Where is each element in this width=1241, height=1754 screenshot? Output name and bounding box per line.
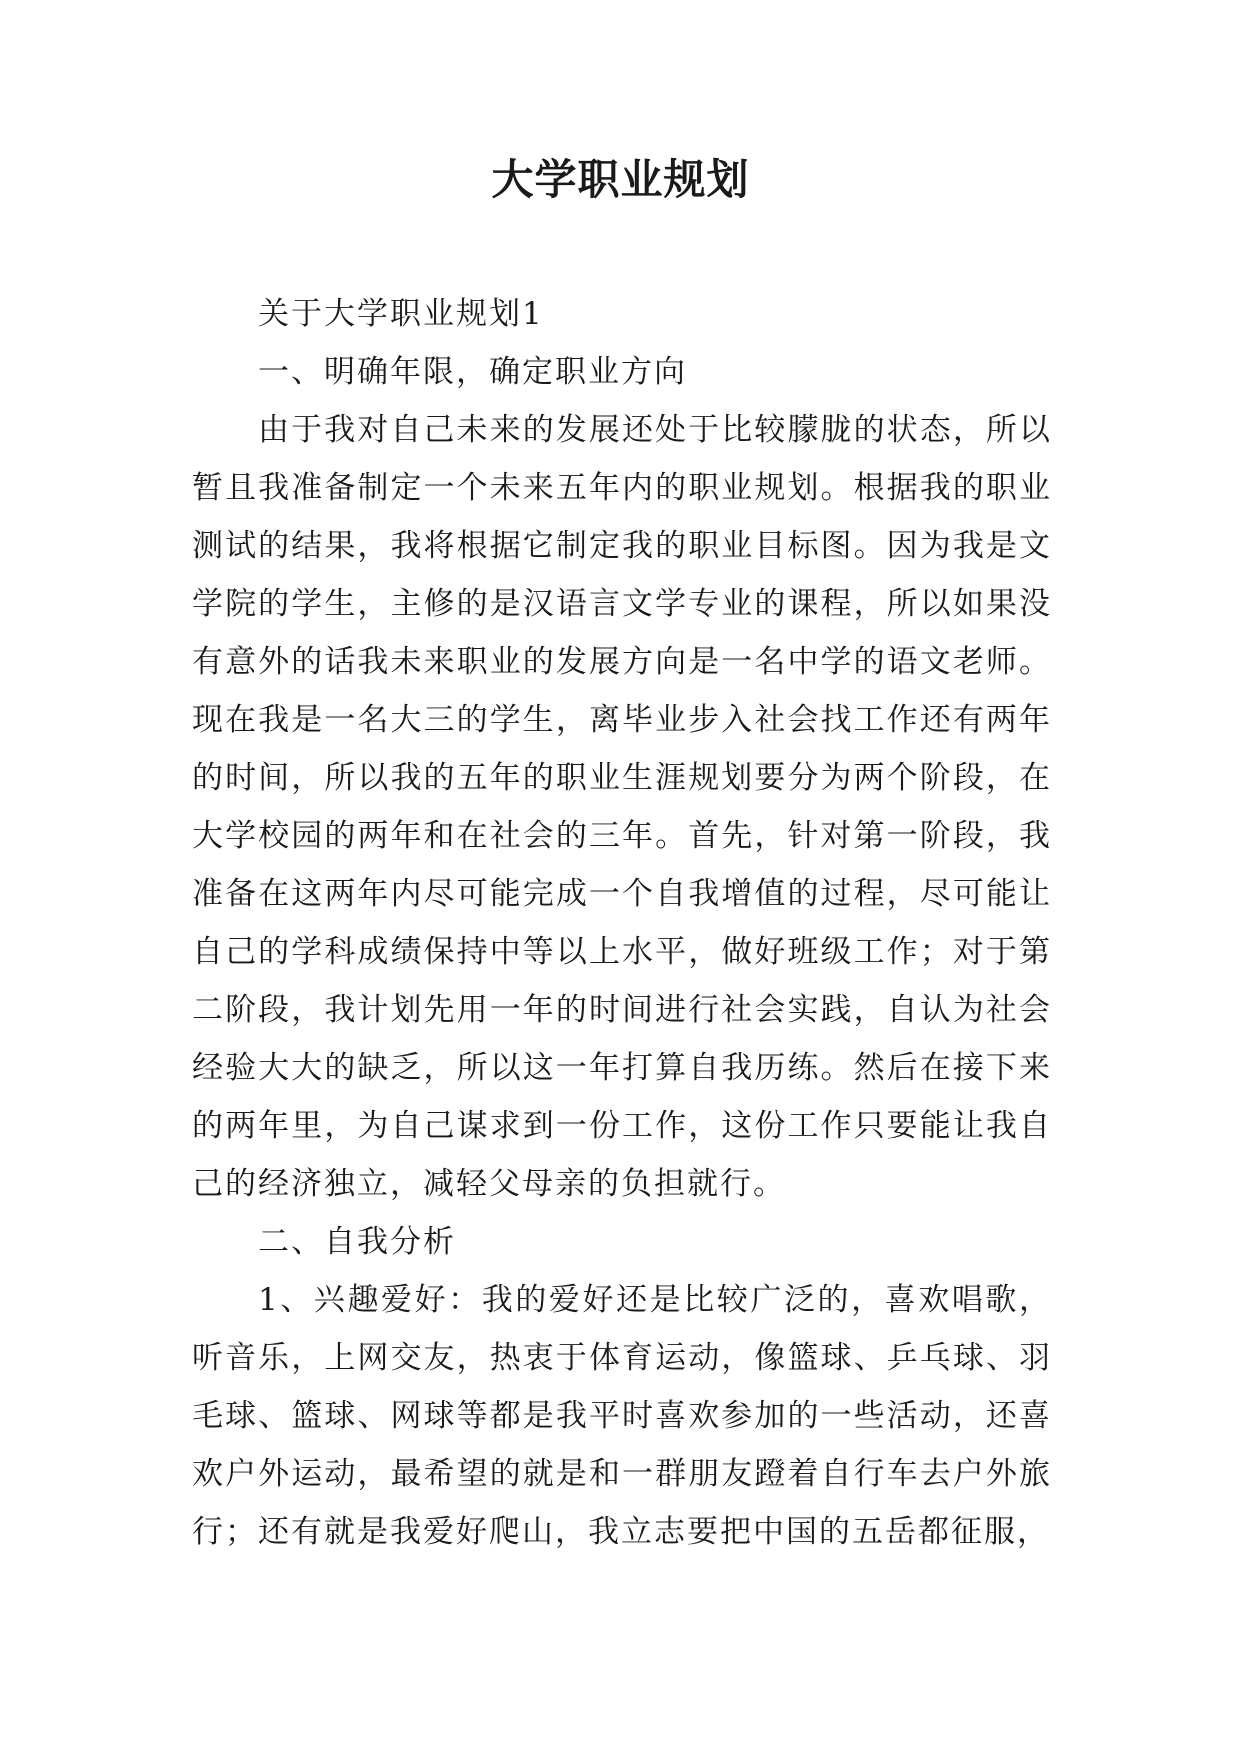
body-paragraph: 1、兴趣爱好：我的爱好还是比较广泛的，喜欢唱歌，听音乐，上网交友，热衷于体育运动，像篮球、乒乓球、羽毛球、篮球、网球等都是我平时喜欢参加的一些活动，还喜欢户外运动，最希望的就是和一群朋友蹬着自行车去户外旅行；还有就是我爱好爬山，我立志要把中国的五岳都征服，: [192, 1282, 1052, 1550]
body-paragraph: 由于我对自己未来的发展还处于比较朦胧的状态，所以暂且我准备制定一个未来五年内的职业规划。根据我的职业测试的结果，我将根据它制定我的职业目标图。因为我是文学院的学生，主修的是汉语言文学专业的课程，所以如果没有意外的话我未来职业的发展方向是一名中学的语文老师。现在我是一名大三的学生，离毕业步入社会找工作还有两年的时间，所以我的五年的职业生涯规划要分为两个阶段，在大学校园的两年和在社会的三年。首先，针对第一阶段，我准备在这两年内尽可能完成一个自我增值的过程，尽可能让自己的学科成绩保持中等以上水平，做好班级工作；对于第二阶段，我计划先用一年的时间进行社会实践，自认为社会经验大大的缺乏，所以这一年打算自我历练。然后在接下来的两年里，为自己谋求到一份工作，这份工作只要能让我自己的经济独立，减轻父母亲的负担就行。: [192, 412, 1052, 1202]
section-heading: 关于大学职业规划1: [258, 296, 544, 332]
document-body: [192, 285, 1052, 1561]
section-heading: 二、自我分析: [258, 1224, 456, 1260]
section-heading: 一、明确年限，确定职业方向: [258, 354, 687, 390]
document-title: 大学职业规划: [491, 155, 750, 204]
